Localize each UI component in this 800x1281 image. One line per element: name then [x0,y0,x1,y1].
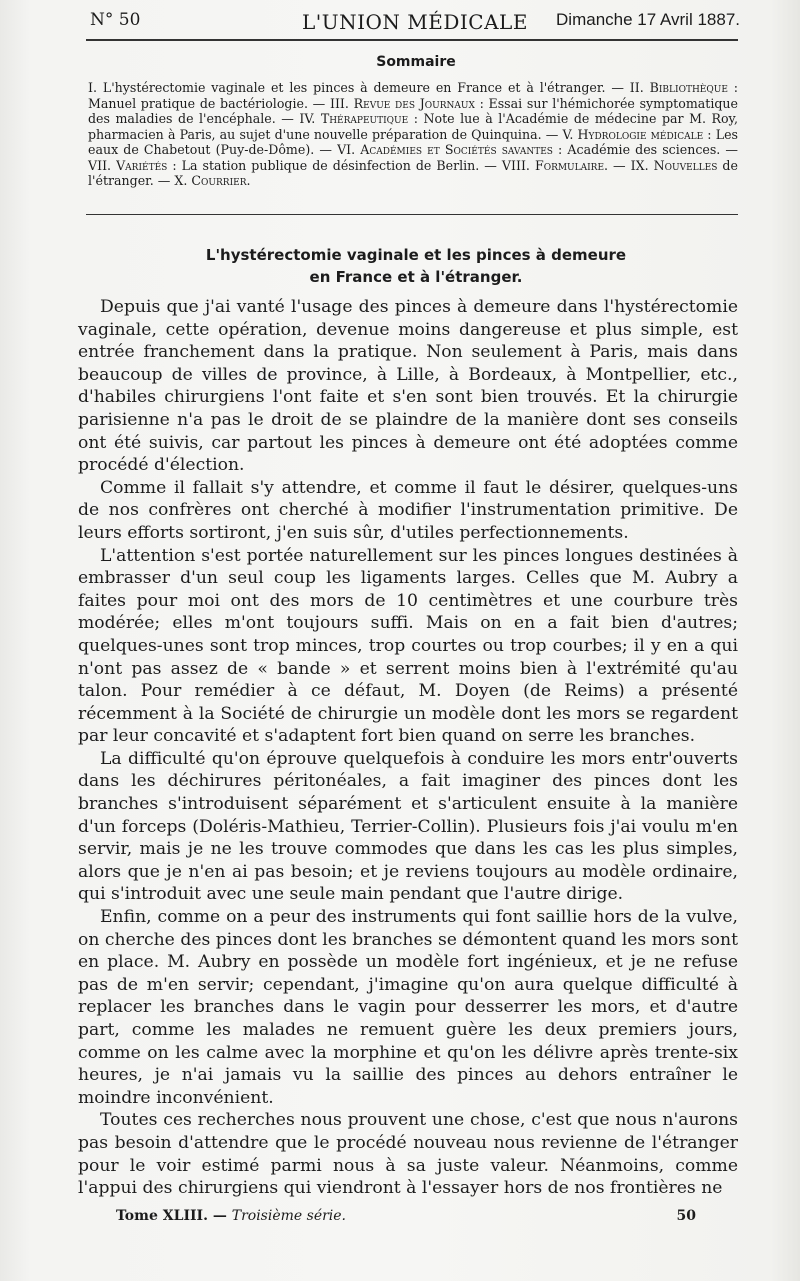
sommaire-item-text: L'hystérectomie vaginale et les pinces à demeure en France et à l'étranger. — [102,80,624,95]
sommaire-item-num: I. [88,80,97,95]
sommaire-item-text: Note lue à l'Académie de médecine par M. Roy, pharmacien à Paris, au sujet d'une nouvelle préparation de Quinquina. — [88,111,738,142]
page-header [86,6,746,36]
sommaire-item-num: IV. [299,111,316,126]
sommaire-item-num: II. [629,80,644,95]
paragraph: Enfin, comme on a peur des instruments qui font saillie hors de la vulve, on cherche des pinces dont les branches se démontent quand les mors sont en place. M. Aubry en possède un modèle fort ingénieux, et je ne refuse pas de m'en servir; cependant, j'imagine qu'on aura quelque difficulté à replacer les branches dans le vagin pour desserrer les mors, et d'autre part, comme les malades ne remuent guère les deux premiers jours, comme on les calme avec la morphine et qu'on les délivre après trente-six heures, je n'ai jamais vu la saillie des pinces au dehors entraîner le moindre inconvénient. [78,907,738,1108]
sommaire-item-num: X. [174,173,188,188]
footer-volume [116,1208,346,1224]
sommaire-heading: Sommaire [376,54,456,70]
sommaire-item-num: IX. [630,157,649,173]
sommaire-item-num: VIII. [501,157,530,173]
article-body [78,296,738,1200]
sommaire-item-label: Revue des Journaux : [353,95,484,111]
sommaire-item-label: Bibliothèque : [649,80,738,95]
sommaire-item-text: de l'étranger. — [88,157,738,188]
sommaire-item-label: Formulaire. [534,157,609,173]
page-number: 50 [676,1208,696,1224]
sommaire-item-num: VI. [337,142,356,157]
paragraph: Comme il fallait s'y attendre, et comme il faut le désirer, quelques-uns de nos confrères ont cherché à modifier l'instrumentation primitive. De leurs efforts sortiront, j'en suis sûr, d'utiles perfectionnements. [78,477,738,543]
sommaire-item-label: Thérapeutique : [320,111,418,126]
sommaire-item-text: Les eaux de Chabetout (Puy-de-Dôme). — [88,126,738,157]
sommaire-item-label: Nouvelles [653,157,718,173]
sommaire-item-text: Manuel pratique de bactériologie. — [88,95,326,111]
sommaire-item-label: Académies et Sociétés savantes : [360,142,563,157]
paragraph: Depuis que j'ai vanté l'usage des pinces à demeure dans l'hystérectomie vaginale, cette opération, devenue moins dangereuse et plus simple, est entrée franchement dans la pratique. Non seulement à Paris, mais dans beaucoup de villes de province, à Lille, à Bordeaux, à Montpellier, etc., d'habiles chirurgiens l'ont faite et s'en sont bien trouvés. Et la chirurgie parisienne n'a pas le droit de se plaindre de la manière dont ses conseils ont été suivis, car partout les pinces à demeure ont été adoptées comme procédé d'élection. [78,297,738,476]
article-title [86,244,746,288]
sommaire-item-text: Académie des sciences. — [567,142,739,157]
sommaire-contents [88,80,738,189]
sommaire-rule [86,214,738,215]
sommaire-item-label: Hydrologie médicale : [577,126,712,142]
sommaire-item-text: Essai sur l'hémichorée symptomatique des maladies de l'encéphale. — [88,95,738,126]
journal-title: L'UNION MÉDICALE [302,10,528,34]
paragraph: Toutes ces recherches nous prouvent une chose, c'est que nous n'aurons pas besoin d'attendre que le procédé nouveau nous revienne de l'étranger pour le voir estimé parmi nous à sa juste valeur. Néanmoins, comme l'appui des chirurgiens qui viendront à l'essayer hors de nos frontières ne [78,1110,738,1199]
sommaire-item-num: III. [329,95,349,111]
sommaire-item-label: Variétés : [116,157,177,173]
sommaire-item-label: Courrier. [191,173,251,188]
footer-serie: Troisième série. [231,1208,347,1224]
paragraph: La difficulté qu'on éprouve quelquefois à conduire les mors entr'ouverts dans les déchirures péritonéales, a fait imaginer des pinces dont les branches s'introduisent séparément et s'articulent ensuite à la manière d'un forceps (Doléris-Mathieu, Terrier-Collin). Plusieurs fois j'ai voulu m'en servir, mais je ne les trouve commodes que dans les cas les plus simples, alors que je n'en ai pas besoin; et je reviens toujours au modèle ordinaire, qui s'introduit avec une seule main pendant que l'autre dirige. [78,748,738,905]
issue-date: Dimanche 17 Avril 1887. [556,10,740,29]
sommaire-item-num: V. [562,126,574,142]
article-title-line: en France et à l'étranger. [309,268,523,286]
footer-tome: Tome XLIII. — [116,1208,227,1224]
page-footer [116,1208,696,1230]
paragraph: L'attention s'est portée naturellement sur les pinces longues destinées à embrasser d'un seul coup les ligaments larges. Celles que M. Aubry a faites pour moi ont des mors de 10 centimètres et une courbure très modérée; elles m'ont toujours suffi. Mais on en a fait bien d'autres; quelques-unes sont trop minces, trop courtes ou trop courbes; il y en a qui n'ont pas assez de « bande » et serrent moins bien à l'extrémité qu'au talon. Pour remédier à ce défaut, M. Doyen (de Reims) a présenté récemment à la Société de chirurgie un modèle dont les mors se regardent par leur concavité et s'adaptent fort bien quand on serre les branches. [78,545,738,747]
sommaire-item-text: La station publique de désinfection de Berlin. — [181,157,497,173]
header-rule [86,39,738,41]
sommaire-item-text: — [613,157,626,173]
article-title-line: L'hystérectomie vaginale et les pinces à demeure [205,246,627,264]
issue-number: N° 50 [90,10,141,30]
sommaire-item-num: VII. [88,157,112,173]
